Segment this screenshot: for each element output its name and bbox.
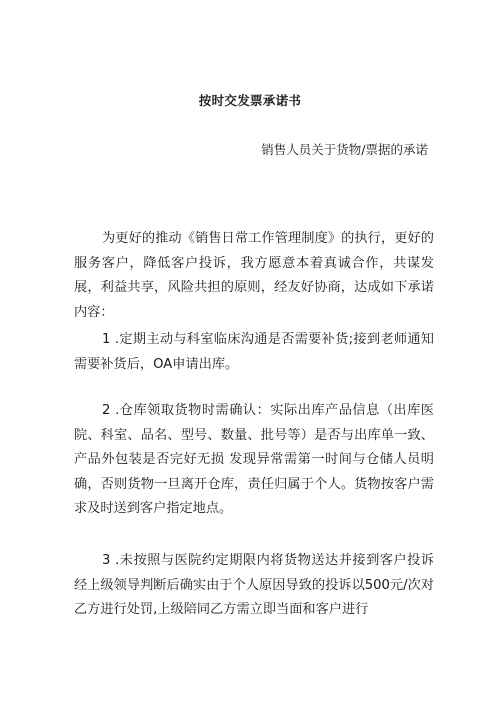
paragraph-intro: 为更好的推动《销售日常工作管理制度》的执行，更好的服务客户，降低客户投诉，我方愿意本着真诚合作，共谋发展，利益共享，风险共担的原则，经友好协商，达成如下承诺内容： [74,231,434,320]
paragraph-item-3: 3 .未按照与医院约定期限内将货物送达并接到客户投诉经上级领导判断后确实由于个人原因导致的投诉以500元/次对乙方进行处罚,上级陪同乙方需立即当面和客户进行 [74,553,434,617]
paragraph-item-2: 2 .仓库领取货物时需确认：实际出库产品信息（出库医院、科室、品名、型号、数量、批号等）是否与出库单一致、产品外包装是否完好无损 发现异常需第一时间与仓储人员明确，否则货物一旦离开仓库，责任归属于个人。货物按客户需求及时送到客户指定地点。 [74,403,434,516]
paragraph-item-1: 1 .定期主动与科室临床沟通是否需要补货;接到老师通知需要补货后，OA申请出库。 [74,332,434,372]
document-title: 按时交发票承诺书 [198,93,302,108]
document-subtitle: 销售人员关于货物/票据的承诺 [261,142,428,157]
